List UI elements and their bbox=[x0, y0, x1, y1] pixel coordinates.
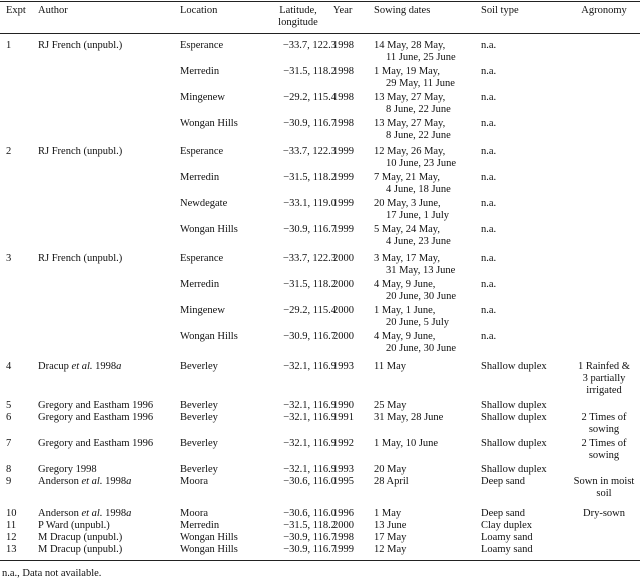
author-cell bbox=[38, 508, 131, 520]
expt-cell: 7 bbox=[6, 438, 12, 449]
sowing-dates-cell: 5 May, 24 May, bbox=[374, 224, 441, 235]
sowing-dates-cell: 11 June, 25 June bbox=[386, 52, 456, 63]
sowing-dates-cell: 4 May, 9 June, bbox=[374, 331, 436, 342]
sowing-dates-cell: 13 May, 27 May, bbox=[374, 92, 446, 103]
header-expt: Expt bbox=[6, 5, 26, 16]
latlong-cell: −30.9, 116.7 bbox=[283, 532, 336, 543]
sowing-dates-cell: 17 May bbox=[374, 532, 407, 543]
sowing-dates-cell: 12 May, 26 May, bbox=[374, 146, 446, 157]
author-year: 1998 bbox=[102, 476, 127, 487]
author-name: M Dracup (unpubl.) bbox=[38, 532, 123, 543]
latlong-cell: −33.7, 122.3 bbox=[282, 40, 336, 51]
location-cell: Beverley bbox=[180, 361, 218, 372]
author-name: M Dracup (unpubl.) bbox=[38, 544, 123, 555]
expt-cell: 1 bbox=[6, 40, 12, 51]
location-cell: Beverley bbox=[180, 400, 218, 411]
sowing-dates-cell: 12 May bbox=[374, 544, 407, 555]
latlong-cell: −30.9, 116.7 bbox=[283, 224, 336, 235]
header-author: Author bbox=[38, 5, 68, 16]
latlong-cell: −33.1, 119.0 bbox=[283, 198, 336, 209]
sowing-dates-cell: 1 May, 1 June, bbox=[374, 305, 436, 316]
location-cell: Moora bbox=[180, 476, 208, 487]
agronomy-cell: 1 Rainfed & bbox=[578, 361, 630, 372]
expt-cell: 3 bbox=[6, 253, 12, 264]
author-et-al: et al. bbox=[81, 476, 103, 487]
author-year-suffix: a bbox=[116, 361, 122, 372]
soil-type-cell: n.a. bbox=[481, 198, 497, 209]
soil-type-cell: n.a. bbox=[481, 66, 497, 77]
latlong-cell: −30.9, 116.7 bbox=[283, 331, 336, 342]
latlong-cell: −30.6, 116.0 bbox=[283, 508, 336, 519]
soil-type-cell: n.a. bbox=[481, 224, 497, 235]
author-name: Gregory and Eastham 1996 bbox=[38, 438, 154, 449]
soil-type-cell: n.a. bbox=[481, 253, 497, 264]
latlong-cell: −29.2, 115.4 bbox=[283, 305, 336, 316]
latlong-cell: −33.7, 122.3 bbox=[282, 146, 336, 157]
location-cell: Wongan Hills bbox=[180, 118, 238, 129]
sowing-dates-cell: 8 June, 22 June bbox=[386, 130, 451, 141]
author-name: Anderson bbox=[38, 476, 82, 487]
location-cell: Moora bbox=[180, 508, 208, 519]
sowing-dates-cell: 14 May, 28 May, bbox=[374, 40, 446, 51]
sowing-dates-cell: 31 May, 13 June bbox=[386, 265, 456, 276]
year-cell: 2000 bbox=[333, 279, 354, 290]
sowing-dates-cell: 31 May, 28 June bbox=[374, 412, 444, 423]
location-cell: Beverley bbox=[180, 412, 218, 423]
year-cell: 1999 bbox=[333, 172, 354, 183]
sowing-dates-cell: 29 May, 11 June bbox=[386, 78, 455, 89]
expt-cell: 5 bbox=[6, 400, 12, 411]
sowing-dates-cell: 4 June, 18 June bbox=[386, 184, 451, 195]
year-cell: 1998 bbox=[333, 40, 354, 51]
agronomy-cell: Sown in moist bbox=[573, 476, 635, 487]
year-cell: 1999 bbox=[333, 544, 354, 555]
year-cell: 1992 bbox=[333, 438, 354, 449]
year-cell: 1998 bbox=[333, 532, 354, 543]
author-cell bbox=[38, 532, 122, 544]
sowing-dates-cell: 28 April bbox=[374, 476, 409, 487]
author-et-al: et al. bbox=[71, 361, 93, 372]
author-cell bbox=[38, 464, 97, 476]
year-cell: 1993 bbox=[333, 361, 354, 372]
sowing-dates-cell: 4 June, 23 June bbox=[386, 236, 451, 247]
header-location: Location bbox=[180, 5, 218, 16]
location-cell: Wongan Hills bbox=[180, 331, 238, 342]
location-cell: Wongan Hills bbox=[180, 544, 238, 555]
latlong-cell: −31.5, 118.2 bbox=[283, 66, 336, 77]
location-cell: Wongan Hills bbox=[180, 532, 238, 543]
author-cell bbox=[38, 40, 122, 52]
sowing-dates-cell: 20 May, 3 June, bbox=[374, 198, 441, 209]
latlong-cell: −32.1, 116.9 bbox=[283, 438, 336, 449]
soil-type-cell: n.a. bbox=[481, 331, 497, 342]
soil-type-cell: n.a. bbox=[481, 305, 497, 316]
table-top-rule bbox=[0, 1, 640, 2]
agronomy-cell: sowing bbox=[588, 424, 620, 435]
soil-type-cell: n.a. bbox=[481, 172, 497, 183]
year-cell: 2000 bbox=[333, 520, 354, 531]
latlong-cell: −32.1, 116.9 bbox=[283, 361, 336, 372]
year-cell: 1993 bbox=[333, 464, 354, 475]
sowing-dates-cell: 1 May, 19 May, bbox=[374, 66, 441, 77]
agronomy-cell: irrigated bbox=[586, 385, 622, 396]
author-cell bbox=[38, 146, 122, 158]
soil-type-cell: Shallow duplex bbox=[481, 464, 547, 475]
location-cell: Mingenew bbox=[180, 92, 225, 103]
soil-type-cell: Deep sand bbox=[481, 508, 526, 519]
header-year: Year bbox=[333, 5, 353, 16]
header-agronomy: Agronomy bbox=[581, 5, 627, 16]
year-cell: 1996 bbox=[333, 508, 354, 519]
author-year: 1998 bbox=[102, 508, 127, 519]
year-cell: 1999 bbox=[333, 198, 354, 209]
author-cell bbox=[38, 476, 131, 488]
soil-type-cell: n.a. bbox=[481, 118, 497, 129]
header-latlong-1: Latitude, bbox=[279, 5, 317, 16]
sowing-dates-cell: 8 June, 22 June bbox=[386, 104, 451, 115]
soil-type-cell: Deep sand bbox=[481, 476, 526, 487]
latlong-cell: −32.1, 116.9 bbox=[283, 464, 336, 475]
author-cell bbox=[38, 253, 122, 265]
author-cell bbox=[38, 520, 110, 532]
sowing-dates-cell: 20 June, 5 July bbox=[386, 317, 449, 328]
location-cell: Beverley bbox=[180, 438, 218, 449]
latlong-cell: −31.5, 118.2 bbox=[283, 172, 336, 183]
author-name: RJ French (unpubl.) bbox=[38, 146, 123, 157]
author-cell bbox=[38, 412, 153, 424]
latlong-cell: −32.1, 116.9 bbox=[283, 412, 336, 423]
latlong-cell: −31.5, 118.2 bbox=[283, 279, 336, 290]
header-latlong-2: longitude bbox=[278, 17, 318, 28]
header-sowing-dates: Sowing dates bbox=[374, 5, 431, 16]
year-cell: 1998 bbox=[333, 118, 354, 129]
sowing-dates-cell: 17 June, 1 July bbox=[386, 210, 449, 221]
soil-type-cell: Shallow duplex bbox=[481, 412, 547, 423]
expt-cell: 12 bbox=[6, 532, 17, 543]
agronomy-cell: 2 Times of bbox=[581, 438, 627, 449]
agronomy-cell: 2 Times of bbox=[581, 412, 627, 423]
agronomy-cell: Dry-sown bbox=[583, 508, 625, 519]
expt-cell: 9 bbox=[6, 476, 12, 487]
year-cell: 2000 bbox=[333, 331, 354, 342]
expt-cell: 2 bbox=[6, 146, 12, 157]
author-name: RJ French (unpubl.) bbox=[38, 40, 123, 51]
sowing-dates-cell: 1 May bbox=[374, 508, 402, 519]
location-cell: Esperance bbox=[180, 253, 224, 264]
author-year-suffix: a bbox=[126, 476, 132, 487]
sowing-dates-cell: 13 June bbox=[374, 520, 407, 531]
author-cell bbox=[38, 400, 153, 412]
author-cell bbox=[38, 361, 121, 373]
location-cell: Wongan Hills bbox=[180, 224, 238, 235]
location-cell: Merredin bbox=[180, 279, 220, 290]
year-cell: 1995 bbox=[333, 476, 354, 487]
sowing-dates-cell: 3 May, 17 May, bbox=[374, 253, 441, 264]
year-cell: 1998 bbox=[333, 92, 354, 103]
soil-type-cell: n.a. bbox=[481, 40, 497, 51]
year-cell: 1991 bbox=[333, 412, 354, 423]
agronomy-cell: 3 partially bbox=[582, 373, 626, 384]
year-cell: 1999 bbox=[333, 146, 354, 157]
soil-type-cell: Clay duplex bbox=[481, 520, 533, 531]
sowing-dates-cell: 20 June, 30 June bbox=[386, 291, 456, 302]
expt-cell: 6 bbox=[6, 412, 12, 423]
latlong-cell: −30.9, 116.7 bbox=[283, 544, 336, 555]
year-cell: 1999 bbox=[333, 224, 354, 235]
latlong-cell: −30.9, 116.7 bbox=[283, 118, 336, 129]
location-cell: Esperance bbox=[180, 146, 224, 157]
sowing-dates-cell: 10 June, 23 June bbox=[386, 158, 456, 169]
sowing-dates-cell: 20 May bbox=[374, 464, 407, 475]
header-soil-type: Soil type bbox=[481, 5, 519, 16]
location-cell: Mingenew bbox=[180, 305, 225, 316]
author-name: Dracup bbox=[38, 361, 72, 372]
soil-type-cell: Loamy sand bbox=[481, 532, 533, 543]
expt-cell: 8 bbox=[6, 464, 12, 475]
expt-cell: 13 bbox=[6, 544, 17, 555]
sowing-dates-cell: 7 May, 21 May, bbox=[374, 172, 441, 183]
author-year-suffix: a bbox=[126, 508, 132, 519]
soil-type-cell: Shallow duplex bbox=[481, 438, 547, 449]
soil-type-cell: Loamy sand bbox=[481, 544, 533, 555]
sowing-dates-cell: 1 May, 10 June bbox=[374, 438, 439, 449]
soil-type-cell: n.a. bbox=[481, 279, 497, 290]
sowing-dates-cell: 11 May bbox=[374, 361, 406, 372]
year-cell: 1990 bbox=[333, 400, 354, 411]
latlong-cell: −30.6, 116.0 bbox=[283, 476, 336, 487]
location-cell: Merredin bbox=[180, 172, 220, 183]
expt-cell: 10 bbox=[6, 508, 17, 519]
author-name: Anderson bbox=[38, 508, 82, 519]
author-name: Gregory 1998 bbox=[38, 464, 97, 475]
author-et-al: et al. bbox=[81, 508, 103, 519]
sowing-dates-cell: 4 May, 9 June, bbox=[374, 279, 436, 290]
latlong-cell: −32.1, 116.9 bbox=[283, 400, 336, 411]
author-name: Gregory and Eastham 1996 bbox=[38, 400, 154, 411]
expt-cell: 4 bbox=[6, 361, 12, 372]
year-cell: 2000 bbox=[333, 305, 354, 316]
latlong-cell: −33.7, 122.3 bbox=[282, 253, 336, 264]
soil-type-cell: n.a. bbox=[481, 146, 497, 157]
author-name: Gregory and Eastham 1996 bbox=[38, 412, 154, 423]
expt-cell: 11 bbox=[6, 520, 17, 531]
agronomy-cell: soil bbox=[596, 488, 612, 499]
latlong-cell: −29.2, 115.4 bbox=[283, 92, 336, 103]
location-cell: Merredin bbox=[180, 520, 220, 531]
author-name: RJ French (unpubl.) bbox=[38, 253, 123, 264]
year-cell: 1998 bbox=[333, 66, 354, 77]
location-cell: Newdegate bbox=[180, 198, 228, 209]
author-cell bbox=[38, 438, 153, 450]
soil-type-cell: Shallow duplex bbox=[481, 361, 547, 372]
author-name: P Ward (unpubl.) bbox=[38, 520, 110, 531]
agronomy-cell: sowing bbox=[588, 450, 620, 461]
year-cell: 2000 bbox=[333, 253, 354, 264]
location-cell: Merredin bbox=[180, 66, 220, 77]
location-cell: Esperance bbox=[180, 40, 224, 51]
header-bottom-rule bbox=[0, 33, 640, 34]
author-cell bbox=[38, 544, 122, 556]
sowing-dates-cell: 25 May bbox=[374, 400, 407, 411]
table-bottom-rule bbox=[0, 560, 640, 561]
footnote: n.a., Data not available. bbox=[2, 568, 102, 579]
author-year: 1998 bbox=[92, 361, 117, 372]
latlong-cell: −31.5, 118.2 bbox=[283, 520, 336, 531]
sowing-dates-cell: 13 May, 27 May, bbox=[374, 118, 446, 129]
sowing-dates-cell: 20 June, 30 June bbox=[386, 343, 456, 354]
soil-type-cell: n.a. bbox=[481, 92, 497, 103]
location-cell: Beverley bbox=[180, 464, 218, 475]
soil-type-cell: Shallow duplex bbox=[481, 400, 547, 411]
